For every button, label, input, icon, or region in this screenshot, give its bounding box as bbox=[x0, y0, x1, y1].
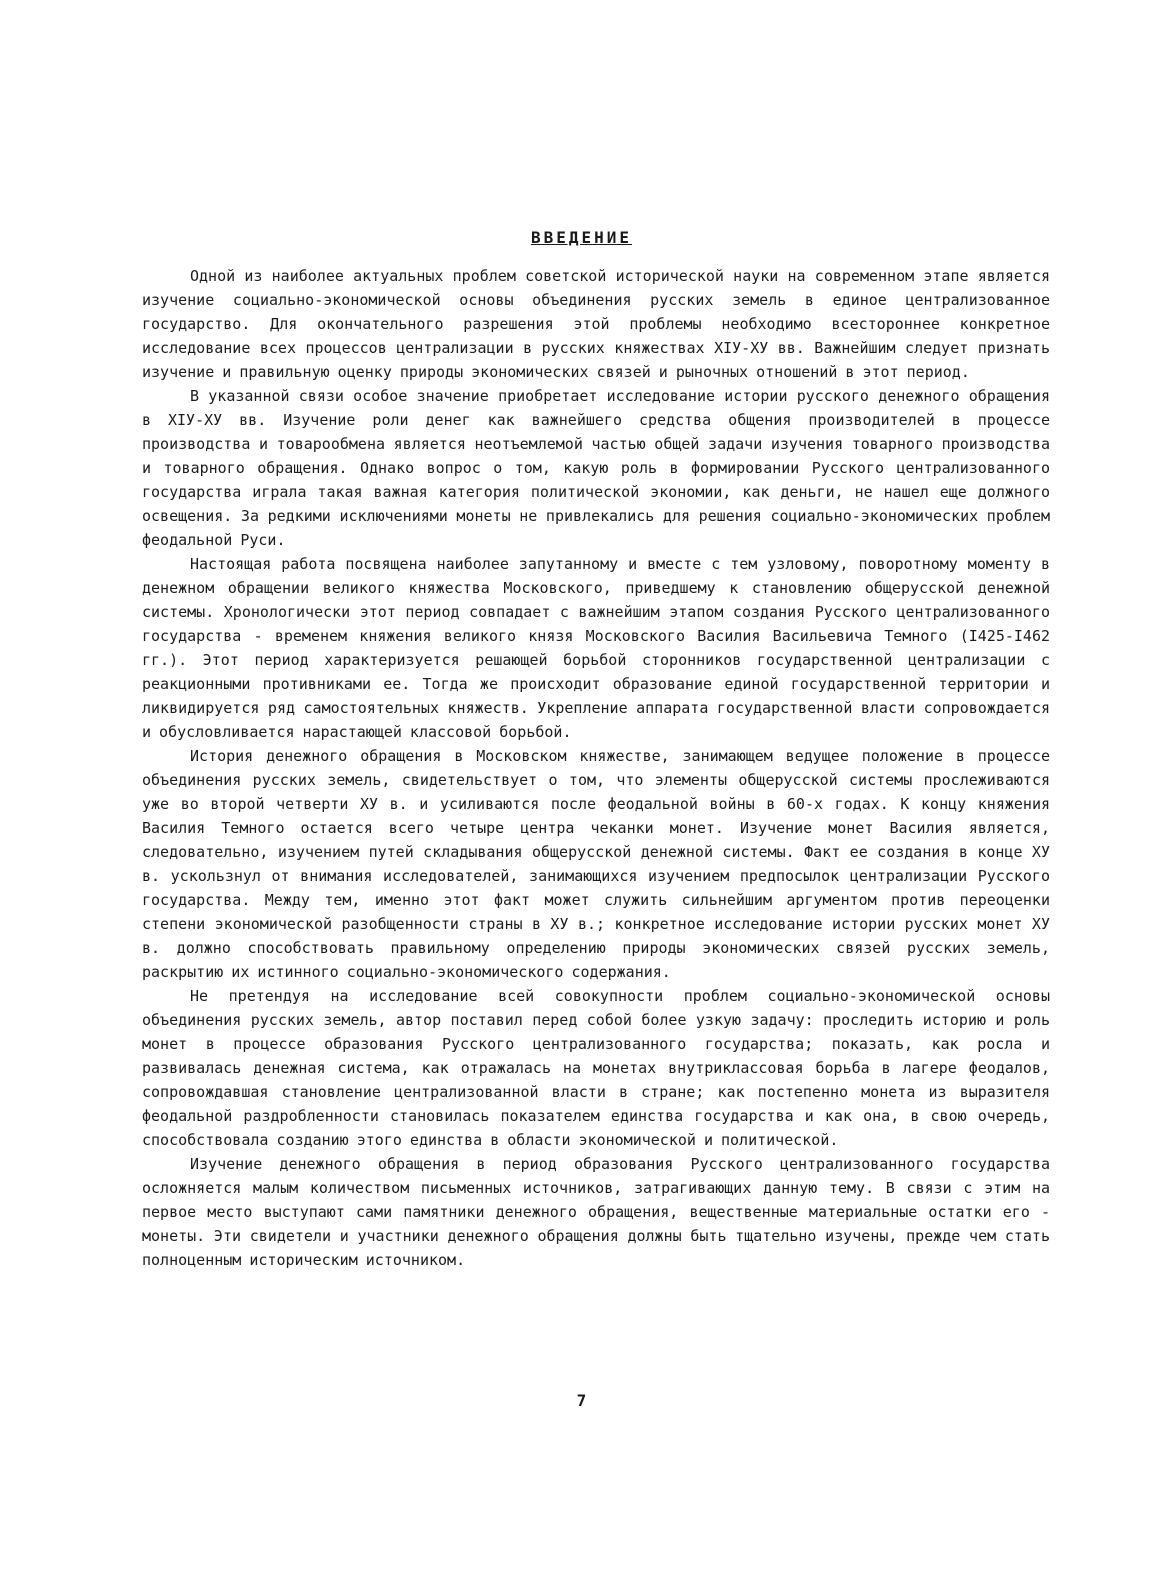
paragraph-2: В указанной связи особое значение приобретает исследование истории русского денежного обращения в XIУ-ХУ вв. Изучение роли денег как важнейшего средства общения производителей в процессе производства и товарообмена является неотъемлемой частью общей задачи изучения товарного производства и товарного обращения. Однако вопрос о том, какую роль в формировании Русского централизованного государства играла такая важная категория политической экономии, как деньги, не нашел еще должного освещения. За редкими исключениями монеты не привлекались для решения социально-экономических проблем феодальной Руси. bbox=[142, 387, 1050, 549]
body-text bbox=[142, 264, 1050, 1272]
paragraph-5: Не претендуя на исследование всей совокупности проблем социально-экономической основы объединения русских земель, автор поставил перед собой более узкую задачу: проследить историю и роль монет в процессе образования Русского централизованного государства; показать, как росла и развивалась денежная система, как отражалась на монетах внутриклассовая борьба в лагере феодалов, сопровождавшая становление централизованной власти в стране; как постепенно монета из выразителя феодальной раздробленности становилась показателем единства государства и как она, в свою очередь, способствовала созданию этого единства в области экономической и политической. bbox=[142, 987, 1050, 1149]
paragraph-3: Настоящая работа посвящена наиболее запутанному и вместе с тем узловому, поворотному моменту в денежном обращении великого княжества Московского, приведшему к становлению общерусской денежной системы. Хронологически этот период совпадает с важнейшим этапом создания Русского централизованного государства - временем княжения великого князя Московского Василия Васильевича Темного (I425-I462 гг.). Этот период характеризуется решающей борьбой сторонников государственной централизации с реакционными противниками ее. Тогда же происходит образование единой государственной территории и ликвидируется ряд самостоятельных княжеств. Укрепление аппарата государственной власти сопровождается и обусловливается нарастающей классовой борьбой. bbox=[142, 555, 1050, 741]
page-number: 7 bbox=[576, 1391, 587, 1410]
page-title: ВВЕДЕНИЕ bbox=[530, 228, 633, 247]
paragraph-4: История денежного обращения в Московском княжестве, занимающем ведущее положение в процессе объединения русских земель, свидетельствует о том, что элементы общерусской системы прослеживаются уже во второй четверти ХУ в. и усиливаются после феодальной войны в 60-х годах. К концу княжения Василия Темного остается всего четыре центра чеканки монет. Изучение монет Василия является, следовательно, изучением путей складывания общерусской денежной системы. Факт ее создания в конце ХУ в. ускользнул от внимания исследователей, занимающихся изучением предпосылок централизации Русского государства. Между тем, именно этот факт может служить сильнейшим аргументом против переоценки степени экономической разобщенности страны в ХУ в.; конкретное исследование истории русских монет ХУ в. должно способствовать правильному определению природы экономических связей русских земель, раскрытию их истинного социально-экономического содержания. bbox=[142, 747, 1050, 981]
paragraph-1: Одной из наиболее актуальных проблем советской исторической науки на современном этапе является изучение социально-экономической основы объединения русских земель в единое централизованное государство. Для окончательного разрешения этой проблемы необходимо всестороннее конкретное исследование всех процессов централизации в русских княжествах XIУ-ХУ вв. Важнейшим следует признать изучение и правильную оценку природы экономических связей и рыночных отношений в этот период. bbox=[142, 267, 1050, 381]
paragraph-6: Изучение денежного обращения в период образования Русского централизованного государства осложняется малым количеством письменных источников, затрагивающих данную тему. В связи с этим на первое место выступают сами памятники денежного обращения, вещественные материальные остатки его - монеты. Эти свидетели и участники денежного обращения должны быть тщательно изучены, прежде чем стать полноценным историческим источником. bbox=[142, 1155, 1050, 1269]
